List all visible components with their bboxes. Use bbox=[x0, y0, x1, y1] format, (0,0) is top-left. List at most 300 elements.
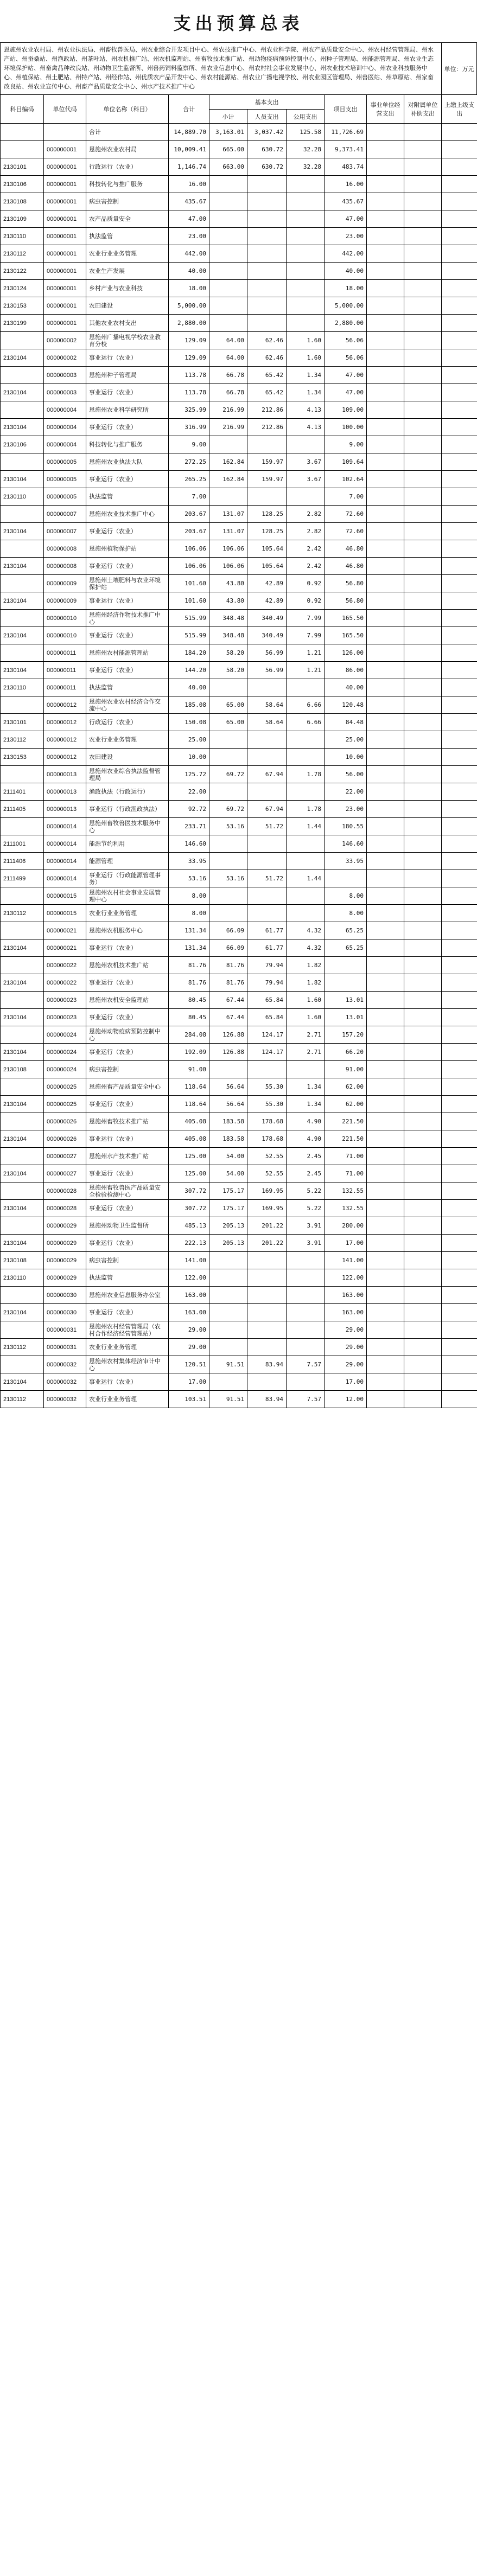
cell-subsidy bbox=[404, 558, 442, 575]
cell-unit-name: 行政运行（农业） bbox=[86, 714, 169, 731]
cell-transfer bbox=[442, 1078, 477, 1096]
cell-subsidy bbox=[404, 1235, 442, 1252]
cell-subject-code: 2111001 bbox=[1, 835, 44, 853]
cell-personnel: 630.72 bbox=[247, 141, 287, 158]
cell-unit-code: 000000032 bbox=[44, 1373, 86, 1391]
cell-subject-code bbox=[1, 1321, 44, 1339]
cell-subsidy bbox=[404, 453, 442, 471]
cell-subsidy bbox=[404, 1391, 442, 1408]
cell-basic-subtotal: 65.00 bbox=[209, 696, 247, 714]
cell-total: 122.00 bbox=[169, 1269, 209, 1287]
cell-unit-code: 000000010 bbox=[44, 610, 86, 627]
cell-business bbox=[367, 974, 404, 992]
cell-business bbox=[367, 540, 404, 558]
cell-project: 47.00 bbox=[325, 367, 367, 384]
cell-unit-code: 000000012 bbox=[44, 714, 86, 731]
cell-subject-code bbox=[1, 1182, 44, 1200]
cell-basic-subtotal bbox=[209, 1269, 247, 1287]
cell-subject-code bbox=[1, 367, 44, 384]
cell-unit-name: 恩施州农村集体经济审计中心 bbox=[86, 1356, 169, 1373]
cell-personnel: 52.55 bbox=[247, 1165, 287, 1182]
cell-project: 9,373.41 bbox=[325, 141, 367, 158]
cell-unit-code: 000000013 bbox=[44, 783, 86, 801]
cell-transfer bbox=[442, 714, 477, 731]
table-row bbox=[1, 679, 477, 696]
cell-transfer bbox=[442, 245, 477, 263]
cell-basic-subtotal bbox=[209, 887, 247, 905]
cell-public: 1.34 bbox=[287, 1078, 325, 1096]
cell-public bbox=[287, 887, 325, 905]
cell-subsidy bbox=[404, 714, 442, 731]
cell-subsidy bbox=[404, 315, 442, 332]
cell-project: 8.00 bbox=[325, 905, 367, 922]
cell-business bbox=[367, 349, 404, 367]
cell-total: 14,889.70 bbox=[169, 124, 209, 141]
cell-total: 141.00 bbox=[169, 1252, 209, 1269]
cell-unit-code: 000000024 bbox=[44, 1044, 86, 1061]
cell-unit-code: 000000015 bbox=[44, 887, 86, 905]
cell-public bbox=[287, 783, 325, 801]
cell-public: 1.34 bbox=[287, 1096, 325, 1113]
cell-public bbox=[287, 176, 325, 193]
cell-project: 165.50 bbox=[325, 627, 367, 644]
cell-total: 29.00 bbox=[169, 1339, 209, 1356]
table-row bbox=[1, 696, 477, 714]
cell-transfer bbox=[442, 488, 477, 506]
cell-unit-name: 事业运行（农业） bbox=[86, 1165, 169, 1182]
cell-project: 62.00 bbox=[325, 1096, 367, 1113]
cell-business bbox=[367, 228, 404, 245]
cell-unit-code: 000000003 bbox=[44, 367, 86, 384]
cell-public bbox=[287, 835, 325, 853]
table-row bbox=[1, 1078, 477, 1096]
cell-personnel: 169.95 bbox=[247, 1182, 287, 1200]
table-row bbox=[1, 766, 477, 783]
cell-unit-name: 恩施州农业信息服务办公室 bbox=[86, 1287, 169, 1304]
cell-subsidy bbox=[404, 1182, 442, 1200]
cell-basic-subtotal: 348.48 bbox=[209, 627, 247, 644]
cell-transfer bbox=[442, 1113, 477, 1130]
cell-unit-code: 000000003 bbox=[44, 384, 86, 401]
cell-subject-code: 2130112 bbox=[1, 731, 44, 749]
cell-subsidy bbox=[404, 870, 442, 887]
cell-subsidy bbox=[404, 419, 442, 436]
cell-unit-code: 000000026 bbox=[44, 1113, 86, 1130]
cell-total: 18.00 bbox=[169, 280, 209, 297]
cell-total: 103.51 bbox=[169, 1391, 209, 1408]
table-row bbox=[1, 610, 477, 627]
cell-unit-name: 事业运行（农业） bbox=[86, 1200, 169, 1217]
cell-project: 163.00 bbox=[325, 1287, 367, 1304]
cell-business bbox=[367, 1235, 404, 1252]
cell-unit-name: 恩施州农村经营管理局（农村合作经济经营管理站） bbox=[86, 1321, 169, 1339]
cell-unit-name: 农田建设 bbox=[86, 297, 169, 315]
cell-subject-code: 2130104 bbox=[1, 662, 44, 679]
cell-subject-code: 2130110 bbox=[1, 679, 44, 696]
cell-unit-code: 000000030 bbox=[44, 1304, 86, 1321]
cell-business bbox=[367, 523, 404, 540]
cell-public: 1.60 bbox=[287, 1009, 325, 1026]
cell-unit-name: 科技转化与推广服务 bbox=[86, 176, 169, 193]
cell-total: 325.99 bbox=[169, 401, 209, 419]
cell-business bbox=[367, 992, 404, 1009]
cell-personnel bbox=[247, 210, 287, 228]
cell-basic-subtotal bbox=[209, 853, 247, 870]
cell-public: 2.45 bbox=[287, 1165, 325, 1182]
table-row bbox=[1, 401, 477, 419]
table-row bbox=[1, 280, 477, 297]
cell-personnel bbox=[247, 315, 287, 332]
cell-total: 1,146.74 bbox=[169, 158, 209, 176]
cell-business bbox=[367, 401, 404, 419]
table-row bbox=[1, 974, 477, 992]
cell-subsidy bbox=[404, 575, 442, 592]
cell-business bbox=[367, 558, 404, 575]
cell-business bbox=[367, 280, 404, 297]
cell-business bbox=[367, 471, 404, 488]
cell-transfer bbox=[442, 1321, 477, 1339]
table-row bbox=[1, 1113, 477, 1130]
cell-business bbox=[367, 1391, 404, 1408]
cell-project: 40.00 bbox=[325, 679, 367, 696]
cell-unit-name: 恩施州广播电视学校农业教育分校 bbox=[86, 332, 169, 349]
cell-transfer bbox=[442, 367, 477, 384]
cell-subsidy bbox=[404, 1321, 442, 1339]
table-row bbox=[1, 992, 477, 1009]
cell-unit-code: 000000005 bbox=[44, 488, 86, 506]
cell-transfer bbox=[442, 575, 477, 592]
cell-transfer bbox=[442, 835, 477, 853]
cell-public bbox=[287, 731, 325, 749]
cell-project: 66.20 bbox=[325, 1044, 367, 1061]
cell-basic-subtotal bbox=[209, 905, 247, 922]
cell-total: 106.06 bbox=[169, 558, 209, 575]
cell-basic-subtotal bbox=[209, 1321, 247, 1339]
cell-project bbox=[325, 957, 367, 974]
header-unit-code: 单位代码 bbox=[44, 95, 86, 124]
cell-total: 435.67 bbox=[169, 193, 209, 210]
cell-subject-code: 2130112 bbox=[1, 905, 44, 922]
cell-public bbox=[287, 1373, 325, 1391]
cell-total: 144.20 bbox=[169, 662, 209, 679]
table-row bbox=[1, 1304, 477, 1321]
cell-subsidy bbox=[404, 1252, 442, 1269]
table-row bbox=[1, 592, 477, 610]
table-row bbox=[1, 245, 477, 263]
cell-public: 3.67 bbox=[287, 453, 325, 471]
cell-public: 4.13 bbox=[287, 419, 325, 436]
cell-total: 146.60 bbox=[169, 835, 209, 853]
table-row bbox=[1, 297, 477, 315]
cell-subject-code: 2130153 bbox=[1, 297, 44, 315]
cell-transfer bbox=[442, 558, 477, 575]
cell-personnel bbox=[247, 1339, 287, 1356]
cell-transfer bbox=[442, 644, 477, 662]
cell-business bbox=[367, 506, 404, 523]
cell-unit-name: 行政运行（农业） bbox=[86, 158, 169, 176]
cell-subject-code: 2130101 bbox=[1, 158, 44, 176]
cell-public: 3.91 bbox=[287, 1217, 325, 1235]
cell-public bbox=[287, 1252, 325, 1269]
cell-subsidy bbox=[404, 506, 442, 523]
cell-unit-code: 000000013 bbox=[44, 766, 86, 783]
cell-business bbox=[367, 575, 404, 592]
cell-total: 233.71 bbox=[169, 818, 209, 835]
cell-total: 307.72 bbox=[169, 1182, 209, 1200]
cell-unit-code: 000000007 bbox=[44, 506, 86, 523]
cell-personnel: 212.86 bbox=[247, 401, 287, 419]
cell-project: 221.50 bbox=[325, 1113, 367, 1130]
cell-total: 10.00 bbox=[169, 749, 209, 766]
cell-subject-code: 2130104 bbox=[1, 939, 44, 957]
cell-unit-code: 000000031 bbox=[44, 1321, 86, 1339]
cell-unit-name: 恩施州农机服务中心 bbox=[86, 922, 169, 939]
cell-public: 32.28 bbox=[287, 141, 325, 158]
cell-unit-name: 乡村产业与农业科技 bbox=[86, 280, 169, 297]
cell-transfer bbox=[442, 887, 477, 905]
cell-total: 442.00 bbox=[169, 245, 209, 263]
cell-business bbox=[367, 749, 404, 766]
cell-transfer bbox=[442, 158, 477, 176]
table-row bbox=[1, 731, 477, 749]
cell-total: 307.72 bbox=[169, 1200, 209, 1217]
cell-personnel bbox=[247, 436, 287, 453]
cell-subsidy bbox=[404, 627, 442, 644]
cell-basic-subtotal: 56.64 bbox=[209, 1096, 247, 1113]
cell-transfer bbox=[442, 228, 477, 245]
cell-transfer bbox=[442, 1061, 477, 1078]
cell-subsidy bbox=[404, 1217, 442, 1235]
cell-business bbox=[367, 436, 404, 453]
cell-business bbox=[367, 124, 404, 141]
cell-basic-subtotal: 54.00 bbox=[209, 1165, 247, 1182]
cell-basic-subtotal: 126.88 bbox=[209, 1044, 247, 1061]
cell-transfer bbox=[442, 992, 477, 1009]
table-row bbox=[1, 315, 477, 332]
cell-personnel bbox=[247, 245, 287, 263]
cell-subsidy bbox=[404, 1165, 442, 1182]
cell-total: 92.72 bbox=[169, 801, 209, 818]
cell-total: 405.08 bbox=[169, 1130, 209, 1148]
cell-public bbox=[287, 1287, 325, 1304]
cell-total: 10,009.41 bbox=[169, 141, 209, 158]
cell-business bbox=[367, 1044, 404, 1061]
cell-subject-code bbox=[1, 141, 44, 158]
cell-business bbox=[367, 384, 404, 401]
cell-unit-code: 000000025 bbox=[44, 1078, 86, 1096]
cell-project: 7.00 bbox=[325, 488, 367, 506]
cell-basic-subtotal bbox=[209, 245, 247, 263]
cell-project: 16.00 bbox=[325, 176, 367, 193]
cell-public: 5.22 bbox=[287, 1200, 325, 1217]
cell-total: 316.99 bbox=[169, 419, 209, 436]
cell-project: 29.00 bbox=[325, 1321, 367, 1339]
cell-unit-name: 恩施州畜牧兽医产品质量安全检验检测中心 bbox=[86, 1182, 169, 1200]
cell-business bbox=[367, 627, 404, 644]
cell-business bbox=[367, 1304, 404, 1321]
table-row bbox=[1, 1009, 477, 1026]
cell-unit-code: 000000004 bbox=[44, 436, 86, 453]
table-row bbox=[1, 783, 477, 801]
cell-personnel: 630.72 bbox=[247, 158, 287, 176]
cell-transfer bbox=[442, 453, 477, 471]
cell-personnel: 55.30 bbox=[247, 1078, 287, 1096]
cell-business bbox=[367, 1339, 404, 1356]
cell-business bbox=[367, 1287, 404, 1304]
table-row bbox=[1, 1182, 477, 1200]
cell-subsidy bbox=[404, 332, 442, 349]
cell-unit-name: 恩施州经济作物技术推广中心 bbox=[86, 610, 169, 627]
cell-unit-code: 000000012 bbox=[44, 749, 86, 766]
cell-unit-code: 000000008 bbox=[44, 558, 86, 575]
cell-project: 47.00 bbox=[325, 384, 367, 401]
cell-business bbox=[367, 453, 404, 471]
cell-subsidy bbox=[404, 297, 442, 315]
cell-subsidy bbox=[404, 1061, 442, 1078]
cell-project: 46.80 bbox=[325, 558, 367, 575]
cell-subject-code bbox=[1, 610, 44, 627]
cell-personnel: 51.72 bbox=[247, 818, 287, 835]
cell-personnel: 128.25 bbox=[247, 523, 287, 540]
cell-unit-code: 000000001 bbox=[44, 263, 86, 280]
cell-business bbox=[367, 1321, 404, 1339]
cell-personnel: 105.64 bbox=[247, 558, 287, 575]
cell-unit-code: 000000029 bbox=[44, 1269, 86, 1287]
page-title: 支出预算总表 bbox=[173, 13, 304, 34]
cell-unit-name: 能源节约利用 bbox=[86, 835, 169, 853]
cell-business bbox=[367, 210, 404, 228]
cell-unit-name: 农业行业业务管理 bbox=[86, 245, 169, 263]
cell-transfer bbox=[442, 540, 477, 558]
cell-project: 180.55 bbox=[325, 818, 367, 835]
cell-total: 7.00 bbox=[169, 488, 209, 506]
cell-basic-subtotal bbox=[209, 436, 247, 453]
cell-subsidy bbox=[404, 367, 442, 384]
cell-public: 1.21 bbox=[287, 644, 325, 662]
cell-basic-subtotal bbox=[209, 731, 247, 749]
cell-subsidy bbox=[404, 818, 442, 835]
cell-basic-subtotal: 663.00 bbox=[209, 158, 247, 176]
cell-project: 5,000.00 bbox=[325, 297, 367, 315]
cell-basic-subtotal: 3,163.01 bbox=[209, 124, 247, 141]
cell-subsidy bbox=[404, 176, 442, 193]
cell-total: 22.00 bbox=[169, 783, 209, 801]
cell-public: 1.21 bbox=[287, 662, 325, 679]
cell-transfer bbox=[442, 506, 477, 523]
cell-transfer bbox=[442, 749, 477, 766]
cell-basic-subtotal bbox=[209, 193, 247, 210]
cell-subsidy bbox=[404, 644, 442, 662]
cell-basic-subtotal: 67.44 bbox=[209, 992, 247, 1009]
cell-public bbox=[287, 1061, 325, 1078]
cell-public: 1.60 bbox=[287, 349, 325, 367]
cell-basic-subtotal bbox=[209, 835, 247, 853]
cell-subject-code: 2130104 bbox=[1, 592, 44, 610]
cell-subject-code bbox=[1, 453, 44, 471]
cell-public bbox=[287, 263, 325, 280]
table-row bbox=[1, 453, 477, 471]
table-row bbox=[1, 228, 477, 245]
cell-business bbox=[367, 1165, 404, 1182]
table-row bbox=[1, 436, 477, 453]
cell-unit-code: 000000001 bbox=[44, 193, 86, 210]
cell-project bbox=[325, 974, 367, 992]
table-row bbox=[1, 1026, 477, 1044]
cell-public: 1.60 bbox=[287, 332, 325, 349]
table-row bbox=[1, 1130, 477, 1148]
cell-unit-name: 农业生产发展 bbox=[86, 263, 169, 280]
cell-basic-subtotal: 175.17 bbox=[209, 1200, 247, 1217]
cell-project: 163.00 bbox=[325, 1304, 367, 1321]
cell-subject-code: 2111499 bbox=[1, 870, 44, 887]
cell-basic-subtotal: 205.13 bbox=[209, 1235, 247, 1252]
cell-public: 0.92 bbox=[287, 592, 325, 610]
cell-project: 109.64 bbox=[325, 453, 367, 471]
cell-unit-code: 000000029 bbox=[44, 1217, 86, 1235]
cell-unit-name: 农业行业业务管理 bbox=[86, 1391, 169, 1408]
cell-unit-code: 000000011 bbox=[44, 662, 86, 679]
cell-business bbox=[367, 922, 404, 939]
cell-basic-subtotal bbox=[209, 315, 247, 332]
cell-project: 72.60 bbox=[325, 523, 367, 540]
cell-unit-name: 恩施州农业执法大队 bbox=[86, 453, 169, 471]
cell-project: 25.00 bbox=[325, 731, 367, 749]
header-project: 项目支出 bbox=[325, 95, 367, 124]
cell-unit-name: 事业运行（农业） bbox=[86, 523, 169, 540]
cell-personnel: 62.46 bbox=[247, 349, 287, 367]
cell-public: 1.82 bbox=[287, 957, 325, 974]
cell-subject-code: 2130104 bbox=[1, 523, 44, 540]
cell-unit-code: 000000025 bbox=[44, 1096, 86, 1113]
cell-transfer bbox=[442, 1044, 477, 1061]
cell-public: 3.91 bbox=[287, 1235, 325, 1252]
cell-public: 125.58 bbox=[287, 124, 325, 141]
cell-basic-subtotal: 58.20 bbox=[209, 662, 247, 679]
table-row bbox=[1, 1269, 477, 1287]
cell-subsidy bbox=[404, 349, 442, 367]
cell-unit-name: 恩施州畜牧兽医技术服务中心 bbox=[86, 818, 169, 835]
cell-project: 13.01 bbox=[325, 1009, 367, 1026]
cell-basic-subtotal bbox=[209, 783, 247, 801]
cell-unit-name: 事业运行（农业） bbox=[86, 1304, 169, 1321]
cell-subject-code bbox=[1, 1287, 44, 1304]
cell-transfer bbox=[442, 263, 477, 280]
cell-personnel: 51.72 bbox=[247, 870, 287, 887]
cell-public bbox=[287, 853, 325, 870]
cell-project: 109.00 bbox=[325, 401, 367, 419]
cell-total: 2,880.00 bbox=[169, 315, 209, 332]
cell-personnel: 105.64 bbox=[247, 540, 287, 558]
cell-unit-code: 000000014 bbox=[44, 818, 86, 835]
cell-public: 4.32 bbox=[287, 922, 325, 939]
cell-unit-name: 事业运行（农业） bbox=[86, 1009, 169, 1026]
cell-subsidy bbox=[404, 749, 442, 766]
cell-project: 122.00 bbox=[325, 1269, 367, 1287]
cell-unit-name: 事业运行（农业） bbox=[86, 384, 169, 401]
header-unit-name: 单位名称（科目） bbox=[86, 95, 169, 124]
table-row bbox=[1, 644, 477, 662]
cell-project: 23.00 bbox=[325, 801, 367, 818]
cell-business bbox=[367, 957, 404, 974]
cell-transfer bbox=[442, 853, 477, 870]
cell-subject-code bbox=[1, 540, 44, 558]
cell-project: 56.00 bbox=[325, 766, 367, 783]
cell-public: 3.67 bbox=[287, 471, 325, 488]
table-row bbox=[1, 1391, 477, 1408]
cell-basic-subtotal: 91.51 bbox=[209, 1356, 247, 1373]
cell-basic-subtotal: 43.80 bbox=[209, 592, 247, 610]
cell-basic-subtotal: 64.00 bbox=[209, 349, 247, 367]
